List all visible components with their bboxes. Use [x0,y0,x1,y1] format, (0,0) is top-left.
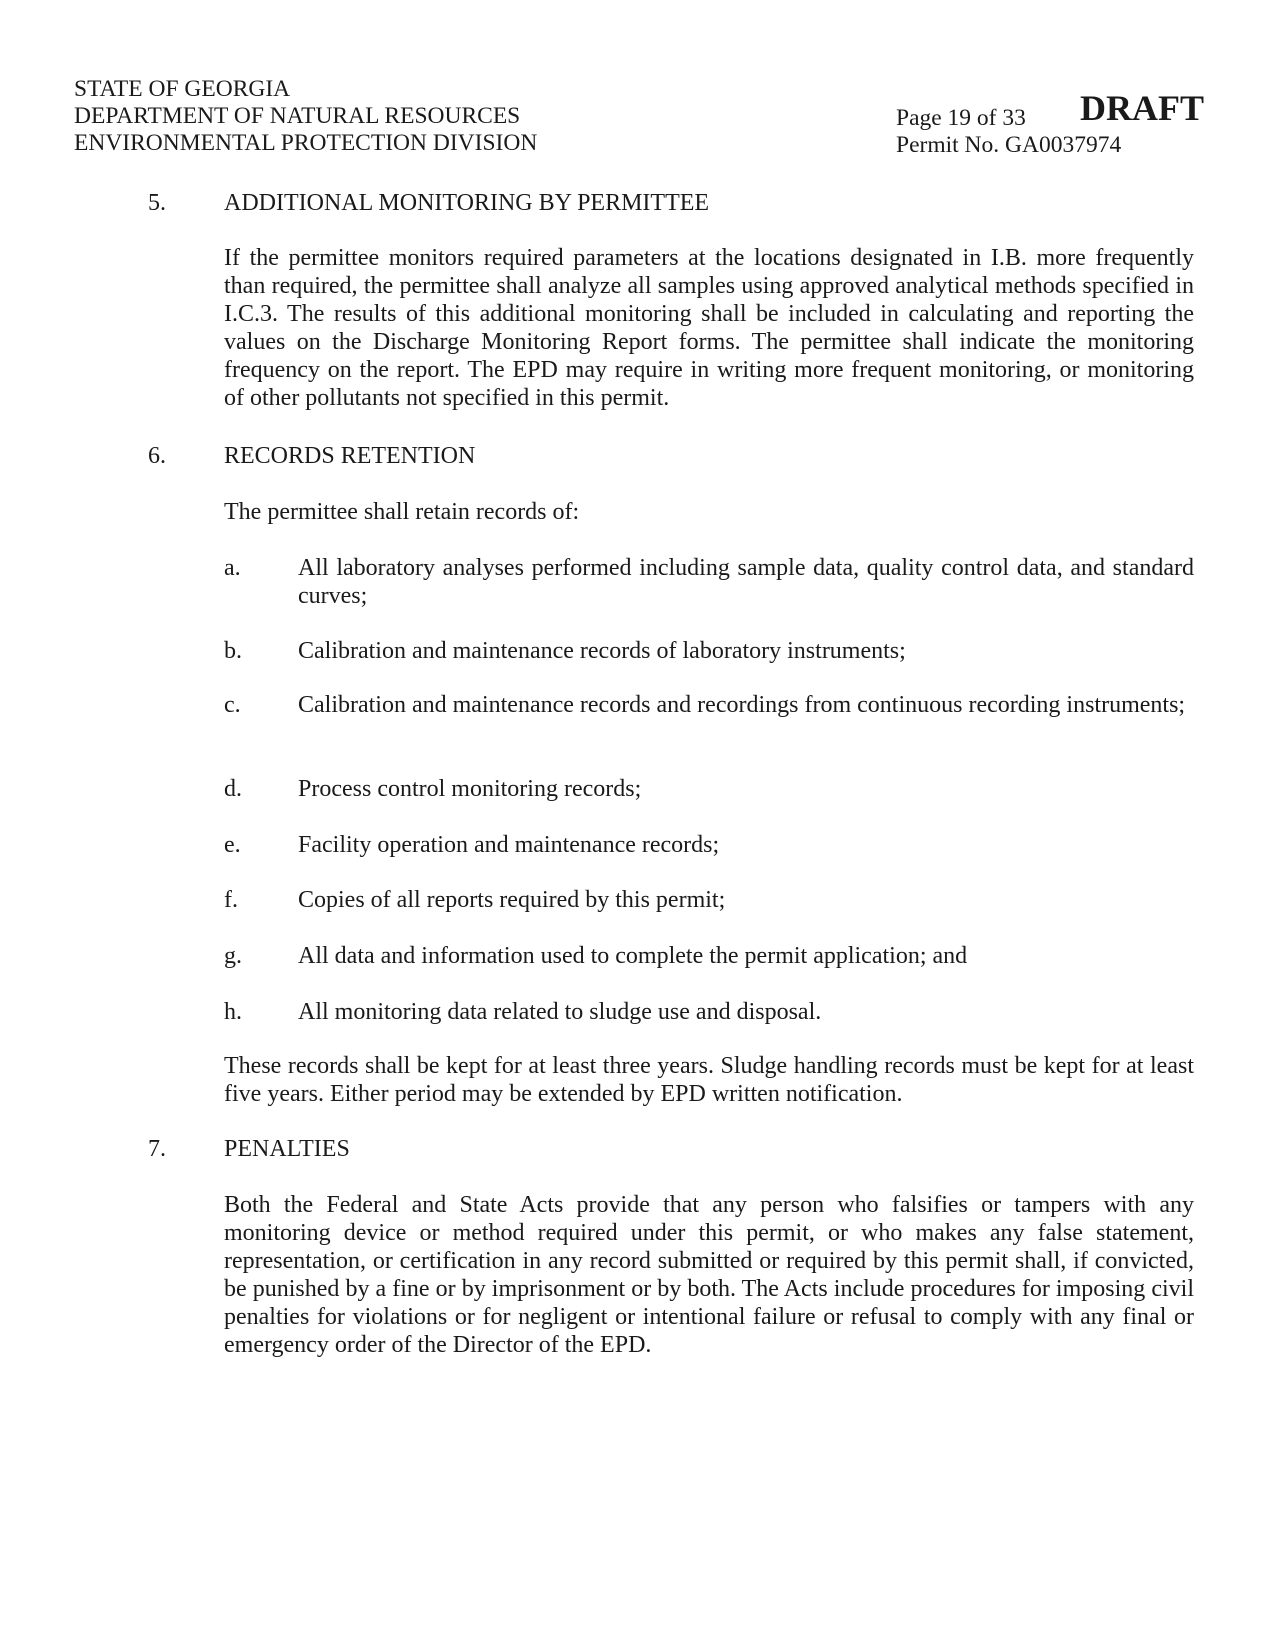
page-number: Page 19 of 33 [896,105,1026,131]
section-number: 5. [148,190,166,216]
draft-watermark: DRAFT [1080,88,1204,128]
list-item-text: Facility operation and maintenance records; [298,832,720,858]
list-item-text: Calibration and maintenance records of laboratory instruments; [298,638,906,664]
agency-header [74,76,537,157]
section-title: RECORDS RETENTION [224,443,476,469]
list-item-text: All data and information used to complete the permit application; and [298,943,968,969]
section-number: 7. [148,1136,166,1162]
list-item-letter: b. [224,638,242,664]
list-item-letter: e. [224,832,241,858]
section-6-intro: The permittee shall retain records of: [224,499,580,525]
list-item-letter: g. [224,943,242,969]
list-item-letter: f. [224,887,238,913]
section-5-body: If the permittee monitors required parameters at the locations designated in I.B. more frequently than required, the permittee shall analyze all samples using approved analytical methods specified in I.C.3. The results of this additional monitoring shall be included in calculating and reporting the values on the Discharge Monitoring Report forms. The permittee shall indicate the monitoring frequency on the report. The EPD may require in writing more frequent monitoring, or monitoring of other pollutants not specified in this permit. [224,245,1194,411]
list-item-letter: d. [224,776,242,802]
list-item-text: Copies of all reports required by this permit; [298,887,726,913]
section-6-closing: These records shall be kept for at least three years. Sludge handling records must be kept for at least five years. Either period may be extended by EPD written notification. [224,1053,1194,1107]
agency-line-department: DEPARTMENT OF NATURAL RESOURCES [74,103,521,129]
agency-line-division: ENVIRONMENTAL PROTECTION DIVISION [74,130,538,156]
list-item-letter: c. [224,692,241,718]
list-item-letter: a. [224,555,241,581]
list-item-letter: h. [224,999,242,1025]
list-item-text: All monitoring data related to sludge use and disposal. [298,999,822,1025]
list-item-text: Process control monitoring records; [298,776,642,802]
section-7-body: Both the Federal and State Acts provide that any person who falsifies or tampers with any monitoring device or method required under this permit, or who makes any false statement, representation, or certification in any record submitted or required by this permit shall, if convicted, be punished by a fine or by imprisonment or by both. The Acts include procedures for imposing civil penalties for violations or for negligent or intentional failure or refusal to comply with any final or emergency order of the Director of the EPD. [224,1192,1194,1358]
list-item-text: All laboratory analyses performed including sample data, quality control data, and standard curves; [298,555,1194,609]
permit-number: Permit No. GA0037974 [896,132,1122,158]
section-title: ADDITIONAL MONITORING BY PERMITTEE [224,190,710,216]
list-item-text: Calibration and maintenance records and recordings from continuous recording instruments; [298,692,1186,718]
section-title: PENALTIES [224,1136,350,1162]
agency-line-state: STATE OF GEORGIA [74,76,291,102]
section-number: 6. [148,443,166,469]
